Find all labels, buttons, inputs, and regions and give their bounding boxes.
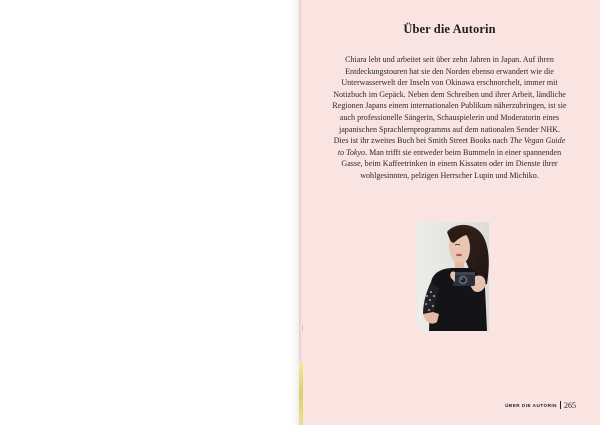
page-edge-mark	[302, 325, 303, 331]
author-bio	[331, 54, 568, 182]
page-edge-tint	[299, 362, 303, 425]
page-title: Über die Autorin	[403, 22, 496, 36]
running-header: ÜBER DIE AUTORIN	[505, 403, 557, 408]
footer-divider	[560, 401, 561, 409]
bio-text-part-2: . Man trifft sie entweder beim Bummeln in einer spannenden Gasse, beim Kaffeetrinken in einem Kissaten oder im Dienste ihrer wohlgesinnten, pelzigen Herrscher Lupin und Michiko.	[341, 147, 562, 180]
page-number: 265	[564, 401, 576, 410]
left-page-blank	[0, 0, 299, 425]
page-footer	[505, 401, 576, 410]
book-title-italic: The Vegan Guide to Tokyo	[337, 136, 566, 157]
bio-text-part-1: Chiara lebt und arbeitet seit über zehn Jahren in Japan. Auf ihren Entdeckungstouren hat sie den Norden ebenso erwandert wie die Unterwasserwelt der Inseln von Okinawa erschnorchelt, immer mit Notizbuch im Gepäck. Neben dem Schreiben und ihrer Arbeit, ländliche Regionen Japans einem internationalen Publikum näherzubringen, ist sie auch professionelle Sängerin, Schauspielerin und Moderatorin eines japanischen Sprachlernprogramms auf dem nationalen Sender NHK. Dies ist ihr zweites Buch bei Smith Street Books nach	[332, 55, 567, 146]
author-photo	[417, 222, 489, 331]
